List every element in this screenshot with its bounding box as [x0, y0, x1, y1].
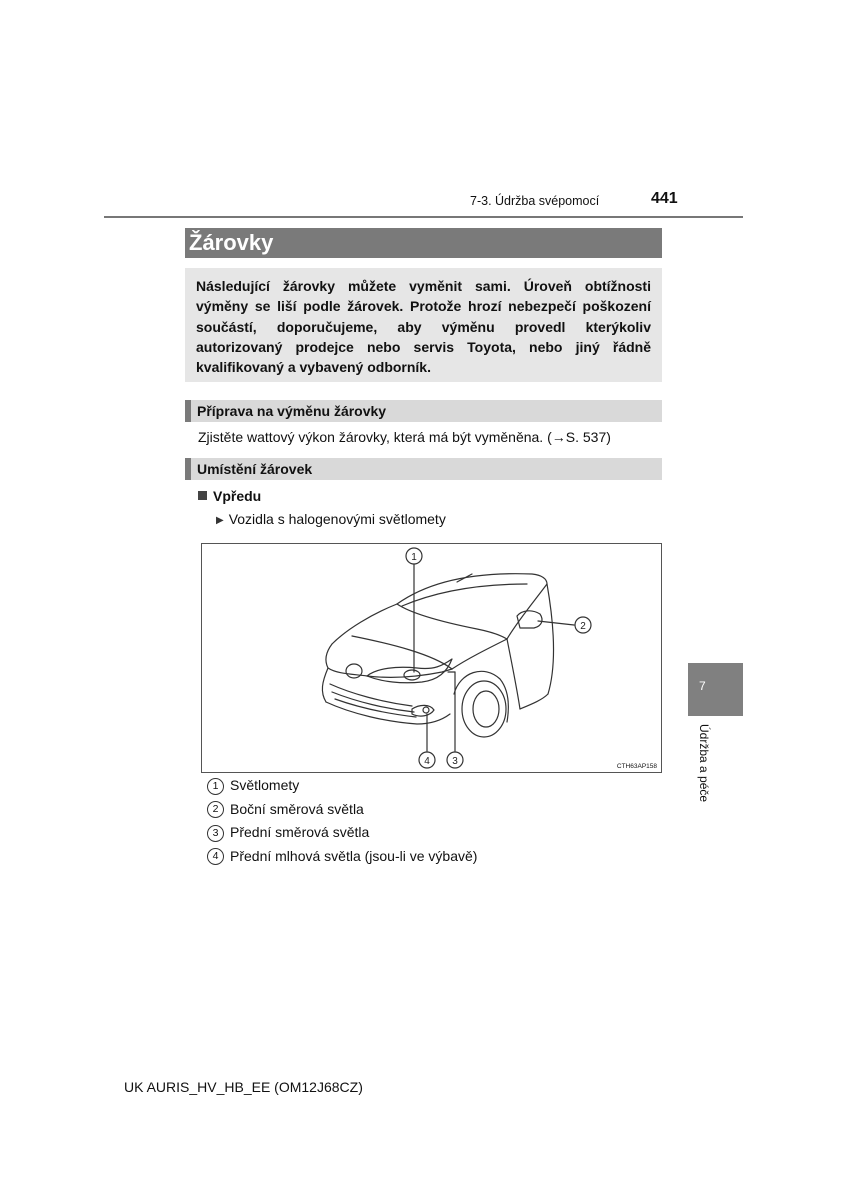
legend-number: 3 [207, 825, 224, 842]
section-heading-bar [185, 458, 662, 480]
intro-note-box [185, 268, 662, 382]
figure-code: CTH63AP158 [616, 763, 657, 770]
legend-item [207, 847, 477, 871]
square-bullet-icon [198, 491, 207, 500]
intro-note-text: Následující žárovky můžete vyměnit sami. Úroveň obtížnosti výměny se liší podle žárovek. Protože hrozí nebezpečí poškození součástí, doporučujeme, aby výměnu provedl kterýkoliv autorizovaný prodejce nebo servis Toyota, nebo jiný řádně kvalifikovaný a vybavený odborník. [196, 278, 651, 376]
legend-item [207, 823, 477, 847]
preparation-text: Zjistěte wattový výkon žárovky, která má být vyměněna. (→S. 537) [198, 429, 611, 445]
chapter-label: Údržba a péče [697, 724, 711, 803]
legend-label: Přední mlhová světla (jsou-li ve výbavě) [230, 847, 478, 864]
legend-number: 2 [207, 801, 224, 818]
legend-number: 4 [207, 848, 224, 865]
legend-label: Přední směrová světla [230, 824, 370, 840]
subheading-front-label: Vpředu [213, 488, 262, 504]
triangle-bullet-icon: ▶ [216, 515, 224, 526]
callout-4: 4 [424, 756, 430, 767]
legend-label: Světlomety [230, 777, 300, 793]
page-number: 441 [651, 190, 678, 207]
section-heading-preparation: Příprava na výměnu žárovky [197, 403, 387, 419]
legend-label: Boční směrová světla [230, 800, 364, 817]
footer-model-code: UK AURIS_HV_HB_EE (OM12J68CZ) [124, 1079, 363, 1095]
header-divider [104, 216, 743, 218]
subsubheading-halogen-label: Vozidla s halogenovými světlomety [228, 511, 446, 527]
legend-number: 1 [207, 778, 224, 795]
subsubheading-halogen [216, 511, 446, 527]
callout-2: 2 [580, 621, 586, 632]
header-section-title: 7-3. Údržba svépomocí [470, 194, 600, 208]
chapter-number: 7 [699, 679, 706, 693]
callout-3: 3 [452, 756, 458, 767]
car-illustration [202, 544, 661, 772]
car-front-figure [201, 543, 662, 773]
page-title-bar [185, 228, 662, 258]
legend-item [207, 800, 477, 824]
legend-item [207, 776, 477, 800]
section-heading-location: Umístění žárovek [197, 461, 313, 477]
page-title: Žárovky [189, 230, 274, 255]
figure-legend [207, 776, 477, 870]
section-heading-bar [185, 400, 662, 422]
chapter-tab [688, 663, 743, 716]
subheading-front [198, 488, 261, 504]
callout-1: 1 [411, 552, 417, 563]
